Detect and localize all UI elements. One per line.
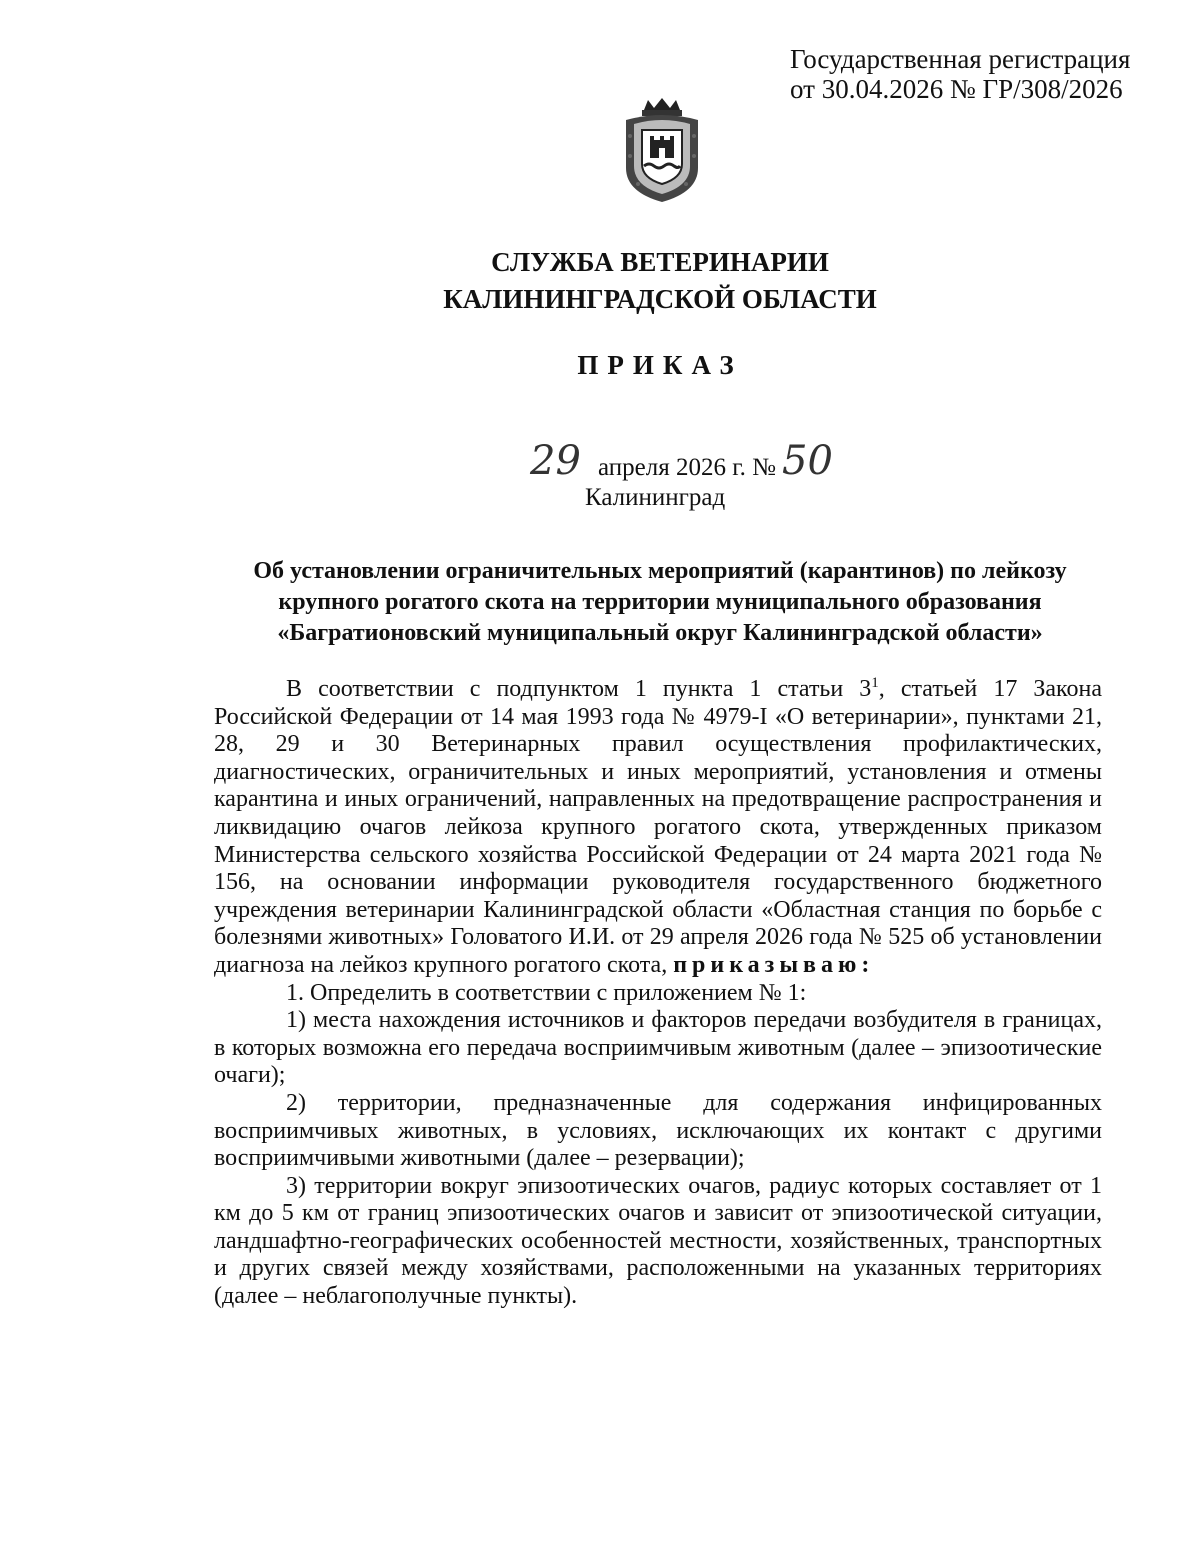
clause-1: 1. Определить в соответствии с приложением № 1: [286,979,807,1006]
handwritten-number: 50 [782,438,833,484]
preamble-superscript: 1 [871,675,879,691]
clause-1-2: 2) территории, предназначенные для содержания инфицированных восприимчивых животных, в условиях, исключающих их контакт с другими восприимчивыми животными (далее – резервации); [214,1089,1102,1172]
registration-stamp [790,44,1180,104]
organization-line-2: КАЛИНИНГРАДСКОЙ ОБЛАСТИ [443,284,877,314]
date-line [520,438,920,486]
organization-line-1: СЛУЖБА ВЕТЕРИНАРИИ [491,247,829,277]
title-line-1: Об установлении ограничительных мероприятий (карантинов) по лейкозу [253,558,1067,584]
clause-1-3: 3) территории вокруг эпизоотических очагов, радиус которых составляет от 1 км до 5 км от границ эпизоотических очагов и зависит от эпизоотической ситуации, ландшафтно-географических особенностей местности, хозяйственных, транспортных и других связей между хозяйствами, расположенными на указанных территориях (далее – неблагополучные пункты). [214,1172,1102,1310]
order-word: приказываю: [673,951,875,978]
city: Калининград [585,484,726,511]
date-month-year: апреля 2026 г. № [598,454,777,481]
registration-line-2: от 30.04.2026 № ГР/308/2026 [790,74,1123,104]
preamble-text-a: В соответствии с подпунктом 1 пункта 1 статьи 3 [286,676,872,702]
document-body [214,676,1102,1311]
handwritten-day: 29 [530,438,581,484]
title-line-2: крупного рогатого скота на территории муниципального образования [278,589,1042,615]
document-title [200,556,1120,649]
preamble-text-b: , статьей 17 Закона Российской Федерации от 14 мая 1993 года № 4979-I «О ветеринарии», пунктами 21, 28, 29 и 30 Ветеринарных правил осуществления профилактических, диагностических, ограничительных и иных мероприятий, установления и отмены карантина и иных ограничений, направленных на предотвращение распространения и ликвидацию очагов лейкоза крупного рогатого скота, утвержденных приказом Министерства сельского хозяйства Российской Федерации от 24 марта 2021 года № 156, на основании информации руководителя государственного бюджетного учреждения ветеринарии Калининградской области «Областная станция по борьбе с болезнями животных» Головатого И.И. от 29 апреля 2026 года № 525 об установлении диагноза на лейкоз крупного рогатого скота, [214,676,1102,978]
document-type: ПРИКАЗ [577,350,743,380]
organization-name [0,244,1200,318]
title-line-3: «Багратионовский муниципальный округ Калининградской области» [277,620,1043,646]
coat-of-arms-icon [614,96,710,206]
preamble-paragraph [214,676,1102,980]
clause-1-1: 1) места нахождения источников и факторов передачи возбудителя в границах, в которых возможна его передача восприимчивым животным (далее – эпизоотические очаги); [214,1007,1102,1089]
registration-line-1: Государственная регистрация [790,44,1131,74]
